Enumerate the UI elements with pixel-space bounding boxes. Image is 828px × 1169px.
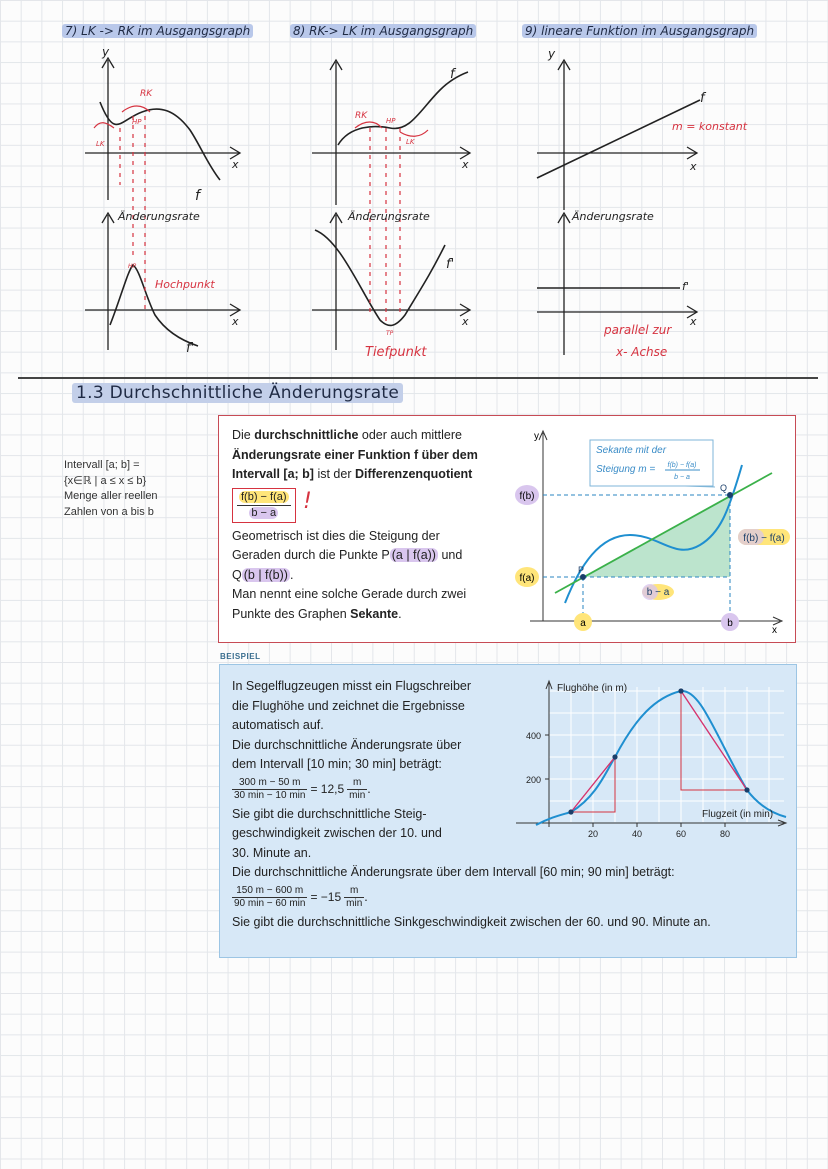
interval-sidenote: Intervall [a; b] = {x∈ℝ | a ≤ x ≤ b} Menge aller reellen Zahlen von a bis b <box>64 459 158 518</box>
svg-text:b: b <box>727 618 733 629</box>
svg-text:f(a): f(a) <box>519 573 535 584</box>
svg-text:20: 20 <box>587 829 599 839</box>
s8-tp: TP <box>386 330 394 337</box>
sketch-9-title: 9) lineare Funktion im Ausgangsgraph <box>522 24 757 38</box>
section-divider <box>18 377 818 379</box>
s8-hp: HP <box>386 117 396 125</box>
svg-text:Sekante mit der: Sekante mit der <box>596 445 667 456</box>
svg-text:x: x <box>690 160 697 173</box>
s9-f: f <box>700 91 705 106</box>
s9-rate: Änderungsrate <box>572 210 654 223</box>
svg-text:f(b) − f(a): f(b) − f(a) <box>743 533 785 544</box>
s8-f: f <box>450 67 455 82</box>
section-title: 1.3 Durchschnittliche Änderungsrate <box>72 383 403 403</box>
svg-text:P: P <box>578 565 585 575</box>
s8-fp: f' <box>446 257 455 272</box>
svg-text:b − a: b − a <box>646 587 670 598</box>
s8-rate: Änderungsrate <box>348 210 430 223</box>
s8-rk: RK <box>355 111 368 121</box>
s7-hochpunkt: Hochpunkt <box>155 278 215 291</box>
s9-par2: x- Achse <box>616 345 668 359</box>
s7-hp: HP <box>132 118 142 126</box>
svg-text:Flughöhe (in m): Flughöhe (in m) <box>557 683 628 694</box>
svg-text:40: 40 <box>631 829 643 839</box>
svg-text:a: a <box>580 618 586 629</box>
svg-text:60: 60 <box>675 829 687 839</box>
svg-text:Q: Q <box>720 483 728 493</box>
flight-height-chart <box>516 677 788 847</box>
s7-rate: Änderungsrate <box>118 210 200 223</box>
svg-text:80: 80 <box>719 829 731 839</box>
sketch-8-title: 8) RK-> LK im Ausgangsgraph <box>290 24 476 38</box>
svg-text:f(b) − f(a): f(b) − f(a) <box>667 462 697 469</box>
s7-rk: RK <box>140 89 153 99</box>
s7-f: f <box>195 188 200 204</box>
s7-hp2: HP <box>128 263 137 270</box>
s8-tiefpunkt: Tiefpunkt <box>365 345 427 360</box>
sketch-7-graphs <box>80 45 250 360</box>
svg-text:Steigung m =: Steigung m = <box>596 464 656 475</box>
svg-text:y: y <box>548 47 556 61</box>
example-heading: BEISPIEL <box>220 652 261 661</box>
svg-text:x: x <box>232 315 239 328</box>
svg-text:x: x <box>232 158 239 171</box>
svg-text:y: y <box>102 45 110 59</box>
svg-text:x: x <box>772 625 777 636</box>
definition-text: Die durchschnittliche oder auch mittlere Änderungsrate einer Funktion f über dem Intervall [a; b] ist der Differenzenquotient $\frac{f(b) - f(a)}{b - a}$ ! Geometrisch ist dies die Steigung der Geraden durch die Punkte P (a | f(a)) und Q (b | f(b)) . Man nennt eine solche Gerade durch zwei Punkte des Graphen Sekante. <box>232 428 478 621</box>
sketch-7-title: 7) LK -> RK im Ausgangsgraph <box>62 24 253 38</box>
svg-text:x: x <box>462 315 469 328</box>
s7-lk: LK <box>96 140 105 148</box>
s9-par1: parallel zur <box>604 323 672 337</box>
s8-lk: LK <box>406 138 415 146</box>
s7-fp: f' <box>186 341 195 356</box>
s9-m: m = konstant <box>672 120 748 133</box>
svg-text:400: 400 <box>526 731 542 741</box>
svg-text:y: y <box>534 431 539 442</box>
svg-text:b − a: b − a <box>674 474 690 481</box>
svg-text:x: x <box>690 315 697 328</box>
sketch-9-graphs <box>532 47 752 360</box>
sketch-8-graphs <box>310 50 480 360</box>
svg-text:x: x <box>462 158 469 171</box>
s9-fp: f' <box>682 280 689 293</box>
svg-text:200: 200 <box>526 775 542 785</box>
svg-text:f(b): f(b) <box>519 491 535 502</box>
difference-quotient: $\frac{f(b) - f(a)}{b - a}$ <box>232 488 296 523</box>
secant-diagram <box>510 425 792 635</box>
example-text: In Segelflugzeugen misst ein Flugschreiber die Flughöhe und zeichnet die Ergebnisse automatisch auf. Die durchschnittliche Änderungsrate über dem Intervall [10 min; 30 min] beträgt: $\frac{300 m - 50 m}{30 \min - 10 \min}$ = 12,5 $\frac{m}{\min}$ . Sie gibt die durchschnittliche Steig- geschwindigkeit zwischen der 10. und 30. Minute an. Die durchschnittliche Änderungsrate über dem Intervall [60 min; 90 min] beträgt: $\frac{150 m - 600 m}{90 \min - 60 \min}$ = −15 $\frac{m}{\min}$ . Sie gibt die durchschnittliche Sinkgeschwindigkeit zwischen der 60. und 90. Minute an. <box>232 679 711 929</box>
svg-text:Flugzeit (in min): Flugzeit (in min) <box>702 809 774 820</box>
